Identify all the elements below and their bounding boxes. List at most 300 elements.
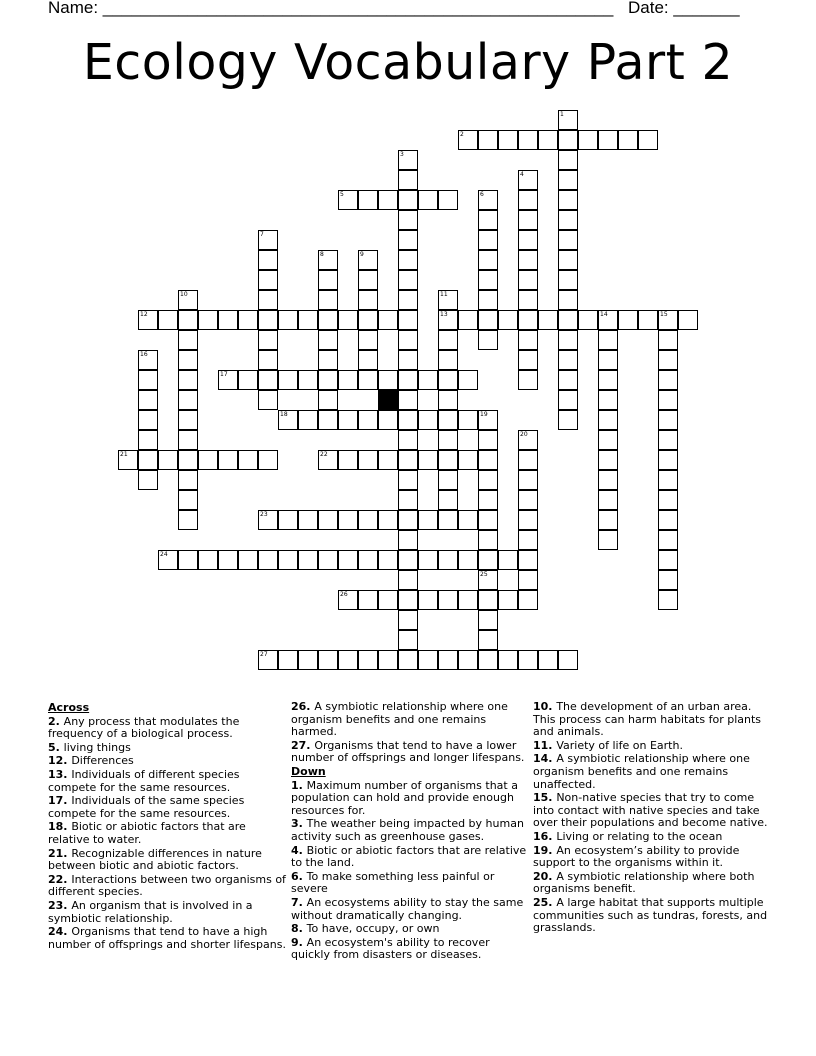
- grid-cell[interactable]: [398, 330, 418, 350]
- grid-cell[interactable]: [358, 450, 378, 470]
- clue-item: [533, 701, 771, 739]
- grid-cell[interactable]: [658, 510, 678, 530]
- grid-cell[interactable]: [178, 310, 198, 330]
- grid-cell[interactable]: [478, 470, 498, 490]
- grid-cell[interactable]: [398, 610, 418, 630]
- grid-cell[interactable]: [338, 650, 358, 670]
- grid-cell[interactable]: [478, 650, 498, 670]
- grid-cell[interactable]: [278, 650, 298, 670]
- grid-cell[interactable]: [158, 450, 178, 470]
- clue-number: 6: [480, 191, 484, 198]
- grid-cell[interactable]: [418, 370, 438, 390]
- grid-cell[interactable]: [178, 410, 198, 430]
- grid-cell[interactable]: [558, 390, 578, 410]
- grid-cell[interactable]: [438, 370, 458, 390]
- grid-cell[interactable]: [598, 470, 618, 490]
- clue-item: [48, 742, 286, 755]
- clue-number: 22: [320, 451, 328, 458]
- grid-cell[interactable]: [598, 430, 618, 450]
- grid-cell[interactable]: [598, 330, 618, 350]
- grid-cell[interactable]: [198, 450, 218, 470]
- grid-cell[interactable]: [438, 650, 458, 670]
- grid-cell[interactable]: [498, 550, 518, 570]
- grid-cell[interactable]: [438, 450, 458, 470]
- grid-cell[interactable]: [478, 530, 498, 550]
- grid-cell[interactable]: [378, 510, 398, 530]
- grid-cell[interactable]: [178, 470, 198, 490]
- clue-number: 10: [180, 291, 188, 298]
- clue-number-label: 7.: [291, 895, 307, 909]
- clue-item: [533, 792, 771, 830]
- grid-cell[interactable]: [138, 470, 158, 490]
- grid-cell[interactable]: [138, 390, 158, 410]
- grid-cell[interactable]: [478, 210, 498, 230]
- grid-cell[interactable]: [498, 310, 518, 330]
- grid-cell[interactable]: [458, 510, 478, 530]
- clues-column-2: [291, 701, 529, 963]
- grid-cell[interactable]: [438, 350, 458, 370]
- grid-cell[interactable]: [658, 530, 678, 550]
- grid-cell[interactable]: [658, 450, 678, 470]
- grid-cell[interactable]: [558, 250, 578, 270]
- grid-cell[interactable]: [258, 390, 278, 410]
- grid-cell[interactable]: [438, 190, 458, 210]
- clue-item: [291, 937, 529, 962]
- grid-cell[interactable]: [558, 270, 578, 290]
- grid-cell[interactable]: [378, 370, 398, 390]
- grid-cell[interactable]: [178, 550, 198, 570]
- grid-cell[interactable]: [518, 290, 538, 310]
- grid-cell[interactable]: [378, 650, 398, 670]
- clue-item: [48, 874, 286, 899]
- grid-cell[interactable]: [438, 590, 458, 610]
- grid-cell[interactable]: [478, 550, 498, 570]
- grid-cell[interactable]: [278, 310, 298, 330]
- grid-cell[interactable]: [178, 370, 198, 390]
- name-label: Name: ______________________________________________________: [48, 0, 614, 17]
- grid-cell[interactable]: [558, 230, 578, 250]
- grid-cell[interactable]: [418, 190, 438, 210]
- grid-cell[interactable]: [318, 510, 338, 530]
- grid-cell[interactable]: [238, 450, 258, 470]
- grid-cell[interactable]: [358, 370, 378, 390]
- grid-cell[interactable]: [638, 310, 658, 330]
- grid-cell[interactable]: [458, 410, 478, 430]
- grid-cell[interactable]: [338, 370, 358, 390]
- grid-cell[interactable]: [518, 470, 538, 490]
- grid-cell[interactable]: [378, 590, 398, 610]
- grid-cell[interactable]: [278, 370, 298, 390]
- grid-cell[interactable]: [218, 310, 238, 330]
- grid-cell[interactable]: [278, 510, 298, 530]
- clue-number-label: 22.: [48, 872, 72, 886]
- grid-cell[interactable]: [518, 310, 538, 330]
- grid-cell[interactable]: [218, 550, 238, 570]
- grid-cell[interactable]: [398, 410, 418, 430]
- grid-cell[interactable]: [178, 430, 198, 450]
- clue-text: living things: [63, 740, 131, 754]
- grid-cell[interactable]: [398, 650, 418, 670]
- grid-cell[interactable]: [138, 430, 158, 450]
- clue-text: An ecosystems ability to stay the same without dramatically changing.: [291, 895, 524, 922]
- grid-cell[interactable]: [138, 450, 158, 470]
- clue-number: 2: [460, 131, 464, 138]
- grid-cell[interactable]: [478, 130, 498, 150]
- grid-cell[interactable]: [458, 450, 478, 470]
- grid-cell[interactable]: [178, 450, 198, 470]
- clue-number: 17: [220, 371, 228, 378]
- clue-text: Maximum number of organisms that a population can hold and provide enough resources for.: [291, 778, 518, 817]
- grid-cell[interactable]: [498, 590, 518, 610]
- clue-number: 27: [260, 651, 268, 658]
- grid-cell[interactable]: [358, 550, 378, 570]
- grid-cell[interactable]: [358, 310, 378, 330]
- grid-cell[interactable]: [398, 450, 418, 470]
- grid-cell[interactable]: [398, 510, 418, 530]
- grid-cell[interactable]: [238, 370, 258, 390]
- clue-number-label: 17.: [48, 794, 72, 808]
- grid-cell[interactable]: [658, 550, 678, 570]
- clue-number-label: 19.: [533, 843, 557, 857]
- grid-cell[interactable]: [478, 310, 498, 330]
- grid-cell[interactable]: [478, 290, 498, 310]
- grid-cell[interactable]: [218, 450, 238, 470]
- clue-item: [291, 740, 529, 765]
- grid-cell[interactable]: [518, 330, 538, 350]
- grid-cell[interactable]: [558, 170, 578, 190]
- grid-cell[interactable]: [258, 330, 278, 350]
- clue-text: Any process that modulates the frequency of a biological process.: [48, 714, 240, 741]
- grid-cell[interactable]: [398, 430, 418, 450]
- grid-cell[interactable]: [598, 530, 618, 550]
- grid-cell[interactable]: [618, 130, 638, 150]
- clue-item: [291, 780, 529, 818]
- grid-cell[interactable]: [478, 250, 498, 270]
- grid-cell[interactable]: [598, 510, 618, 530]
- grid-cell[interactable]: [518, 370, 538, 390]
- grid-cell[interactable]: [558, 150, 578, 170]
- grid-cell[interactable]: [518, 590, 538, 610]
- grid-cell[interactable]: [658, 430, 678, 450]
- grid-cell[interactable]: [318, 650, 338, 670]
- grid-cell[interactable]: [178, 350, 198, 370]
- clue-text: The weather being impacted by human activity such as greenhouse gases.: [291, 817, 524, 843]
- grid-cell[interactable]: [598, 350, 618, 370]
- clue-number: 14: [600, 311, 608, 318]
- grid-cell[interactable]: [238, 310, 258, 330]
- grid-cell[interactable]: [338, 310, 358, 330]
- grid-cell[interactable]: [398, 270, 418, 290]
- grid-cell[interactable]: [338, 550, 358, 570]
- grid-cell[interactable]: [158, 310, 178, 330]
- clue-number-label: 11.: [533, 738, 557, 752]
- grid-cell[interactable]: [238, 550, 258, 570]
- grid-cell[interactable]: [578, 130, 598, 150]
- grid-cell[interactable]: [298, 510, 318, 530]
- grid-cell[interactable]: [258, 270, 278, 290]
- grid-cell[interactable]: [518, 230, 538, 250]
- grid-cell[interactable]: [518, 650, 538, 670]
- grid-cell[interactable]: [358, 650, 378, 670]
- down-heading: Down: [291, 764, 326, 778]
- grid-cell[interactable]: [618, 310, 638, 330]
- grid-cell[interactable]: [658, 570, 678, 590]
- grid-cell[interactable]: [318, 270, 338, 290]
- grid-cell[interactable]: [298, 550, 318, 570]
- grid-cell[interactable]: [558, 410, 578, 430]
- grid-cell[interactable]: [478, 610, 498, 630]
- grid-cell[interactable]: [518, 490, 538, 510]
- grid-cell[interactable]: [658, 370, 678, 390]
- clue-item: [48, 926, 286, 951]
- grid-cell[interactable]: [398, 470, 418, 490]
- grid-cell[interactable]: [658, 350, 678, 370]
- grid-cell[interactable]: [278, 550, 298, 570]
- grid-cell[interactable]: [458, 550, 478, 570]
- grid-cell[interactable]: [358, 190, 378, 210]
- grid-cell[interactable]: [258, 450, 278, 470]
- grid-cell[interactable]: [298, 310, 318, 330]
- grid-cell[interactable]: [178, 390, 198, 410]
- grid-cell[interactable]: [458, 590, 478, 610]
- grid-cell[interactable]: [398, 290, 418, 310]
- grid-cell[interactable]: [398, 630, 418, 650]
- grid-cell[interactable]: [358, 590, 378, 610]
- grid-cell[interactable]: [378, 550, 398, 570]
- grid-cell[interactable]: [318, 370, 338, 390]
- clue-number-label: 3.: [291, 817, 307, 831]
- grid-cell[interactable]: [398, 390, 418, 410]
- grid-cell[interactable]: [558, 130, 578, 150]
- grid-cell[interactable]: [378, 190, 398, 210]
- clue-item: [48, 795, 286, 820]
- grid-cell[interactable]: [418, 450, 438, 470]
- grid-cell[interactable]: [338, 510, 358, 530]
- grid-cell[interactable]: [258, 250, 278, 270]
- clue-text: A symbiotic relationship where both organisms benefit.: [533, 869, 755, 896]
- grid-cell[interactable]: [638, 130, 658, 150]
- clue-text: A symbiotic relationship where one organism benefits and one remains harmed.: [291, 700, 508, 739]
- clue-number: 1: [560, 111, 564, 118]
- grid-cell[interactable]: [178, 490, 198, 510]
- grid-cell[interactable]: [358, 350, 378, 370]
- clue-item: [48, 900, 286, 925]
- grid-cell[interactable]: [318, 310, 338, 330]
- grid-cell[interactable]: [478, 450, 498, 470]
- grid-cell[interactable]: [358, 290, 378, 310]
- grid-cell[interactable]: [458, 370, 478, 390]
- grid-cell[interactable]: [658, 590, 678, 610]
- grid-cell[interactable]: [478, 490, 498, 510]
- grid-cell[interactable]: [478, 430, 498, 450]
- clue-text: An organism that is involved in a symbiotic relationship.: [48, 898, 253, 925]
- clue-text: Living or relating to the ocean: [556, 829, 723, 843]
- grid-cell[interactable]: [398, 530, 418, 550]
- grid-cell[interactable]: [658, 330, 678, 350]
- grid-cell[interactable]: [478, 510, 498, 530]
- grid-cell[interactable]: [518, 130, 538, 150]
- grid-cell[interactable]: [558, 190, 578, 210]
- clue-item: [291, 845, 529, 870]
- grid-cell[interactable]: [358, 510, 378, 530]
- grid-cell[interactable]: [338, 450, 358, 470]
- clue-number: 16: [140, 351, 148, 358]
- grid-cell[interactable]: [318, 350, 338, 370]
- grid-cell[interactable]: [398, 350, 418, 370]
- clue-number-label: 18.: [48, 820, 72, 834]
- grid-cell[interactable]: [478, 330, 498, 350]
- grid-cell[interactable]: [298, 410, 318, 430]
- grid-cell[interactable]: [438, 390, 458, 410]
- clue-number-label: 9.: [291, 935, 307, 949]
- grid-cell[interactable]: [298, 370, 318, 390]
- grid-cell[interactable]: [338, 410, 358, 430]
- grid-cell[interactable]: [558, 370, 578, 390]
- clue-number: 18: [280, 411, 288, 418]
- grid-cell[interactable]: [318, 550, 338, 570]
- grid-cell[interactable]: [518, 550, 538, 570]
- grid-cell[interactable]: [598, 450, 618, 470]
- grid-cell[interactable]: [178, 510, 198, 530]
- grid-cell[interactable]: [358, 410, 378, 430]
- grid-cell[interactable]: [398, 210, 418, 230]
- grid-cell[interactable]: [318, 390, 338, 410]
- grid-cell[interactable]: [258, 350, 278, 370]
- grid-cell[interactable]: [538, 310, 558, 330]
- grid-cell[interactable]: [418, 510, 438, 530]
- grid-cell[interactable]: [258, 290, 278, 310]
- grid-cell[interactable]: [438, 550, 458, 570]
- grid-cell[interactable]: [418, 590, 438, 610]
- grid-cell[interactable]: [398, 490, 418, 510]
- grid-cell[interactable]: [258, 370, 278, 390]
- clue-number-label: 1.: [291, 778, 307, 792]
- grid-cell[interactable]: [658, 490, 678, 510]
- grid-cell[interactable]: [298, 650, 318, 670]
- grid-cell[interactable]: [598, 370, 618, 390]
- grid-cell[interactable]: [138, 370, 158, 390]
- grid-cell[interactable]: [658, 410, 678, 430]
- clue-number-label: 26.: [291, 700, 315, 713]
- grid-cell[interactable]: [478, 630, 498, 650]
- clue-item: [291, 818, 529, 843]
- grid-cell[interactable]: [258, 550, 278, 570]
- grid-cell[interactable]: [558, 210, 578, 230]
- clue-text: Variety of life on Earth.: [556, 738, 683, 752]
- grid-cell[interactable]: [378, 450, 398, 470]
- grid-cell[interactable]: [478, 270, 498, 290]
- grid-cell[interactable]: [398, 370, 418, 390]
- grid-cell[interactable]: [398, 550, 418, 570]
- grid-cell[interactable]: [398, 250, 418, 270]
- grid-cell[interactable]: [498, 130, 518, 150]
- clue-number: 7: [260, 231, 264, 238]
- clue-number: 13: [440, 311, 448, 318]
- grid-cell[interactable]: [598, 390, 618, 410]
- grid-cell[interactable]: [318, 410, 338, 430]
- grid-cell[interactable]: [438, 490, 458, 510]
- grid-cell[interactable]: [438, 470, 458, 490]
- grid-cell[interactable]: [438, 430, 458, 450]
- grid-cell[interactable]: [598, 410, 618, 430]
- black-square: [378, 390, 398, 410]
- grid-cell[interactable]: [198, 310, 218, 330]
- clue-text: Non-native species that try to come into contact with native species and take over their populations and become native.: [533, 791, 768, 830]
- grid-cell[interactable]: [498, 650, 518, 670]
- grid-cell[interactable]: [458, 310, 478, 330]
- grid-cell[interactable]: [318, 330, 338, 350]
- grid-cell[interactable]: [518, 350, 538, 370]
- grid-cell[interactable]: [518, 510, 538, 530]
- grid-cell[interactable]: [398, 590, 418, 610]
- grid-cell[interactable]: [358, 330, 378, 350]
- grid-cell[interactable]: [658, 470, 678, 490]
- grid-cell[interactable]: [518, 270, 538, 290]
- grid-cell[interactable]: [438, 510, 458, 530]
- grid-cell[interactable]: [678, 310, 698, 330]
- clue-number-label: 10.: [533, 700, 557, 713]
- grid-cell[interactable]: [418, 410, 438, 430]
- grid-cell[interactable]: [558, 350, 578, 370]
- clue-number-label: 23.: [48, 898, 72, 912]
- clue-number: 4: [520, 171, 524, 178]
- grid-cell[interactable]: [138, 410, 158, 430]
- grid-cell[interactable]: [378, 410, 398, 430]
- grid-cell[interactable]: [518, 190, 538, 210]
- grid-cell[interactable]: [478, 230, 498, 250]
- grid-cell[interactable]: [558, 290, 578, 310]
- grid-cell[interactable]: [398, 310, 418, 330]
- grid-cell[interactable]: [398, 170, 418, 190]
- grid-cell[interactable]: [458, 650, 478, 670]
- grid-cell[interactable]: [318, 290, 338, 310]
- clues-column-1: [48, 701, 286, 952]
- grid-cell[interactable]: [398, 570, 418, 590]
- grid-cell[interactable]: [578, 310, 598, 330]
- grid-cell[interactable]: [378, 310, 398, 330]
- grid-cell[interactable]: [518, 450, 538, 470]
- grid-cell[interactable]: [418, 550, 438, 570]
- grid-cell[interactable]: [438, 330, 458, 350]
- grid-cell[interactable]: [518, 250, 538, 270]
- grid-cell[interactable]: [518, 210, 538, 230]
- grid-cell[interactable]: [358, 270, 378, 290]
- grid-cell[interactable]: [398, 230, 418, 250]
- grid-cell[interactable]: [538, 130, 558, 150]
- grid-cell[interactable]: [518, 530, 538, 550]
- date-label: Date: _______: [628, 0, 740, 17]
- clue-item: [48, 716, 286, 741]
- grid-cell[interactable]: [418, 650, 438, 670]
- grid-cell[interactable]: [558, 650, 578, 670]
- grid-cell[interactable]: [258, 310, 278, 330]
- grid-cell[interactable]: [538, 650, 558, 670]
- grid-cell[interactable]: [518, 570, 538, 590]
- grid-cell[interactable]: [178, 330, 198, 350]
- grid-cell[interactable]: [198, 550, 218, 570]
- clue-number: 11: [440, 291, 448, 298]
- clue-text: Differences: [71, 754, 134, 768]
- grid-cell[interactable]: [658, 390, 678, 410]
- clue-item: [533, 845, 771, 870]
- grid-cell[interactable]: [478, 590, 498, 610]
- grid-cell[interactable]: [398, 190, 418, 210]
- grid-cell[interactable]: [558, 310, 578, 330]
- grid-cell[interactable]: [598, 490, 618, 510]
- grid-cell[interactable]: [438, 410, 458, 430]
- grid-cell[interactable]: [598, 130, 618, 150]
- grid-cell[interactable]: [558, 330, 578, 350]
